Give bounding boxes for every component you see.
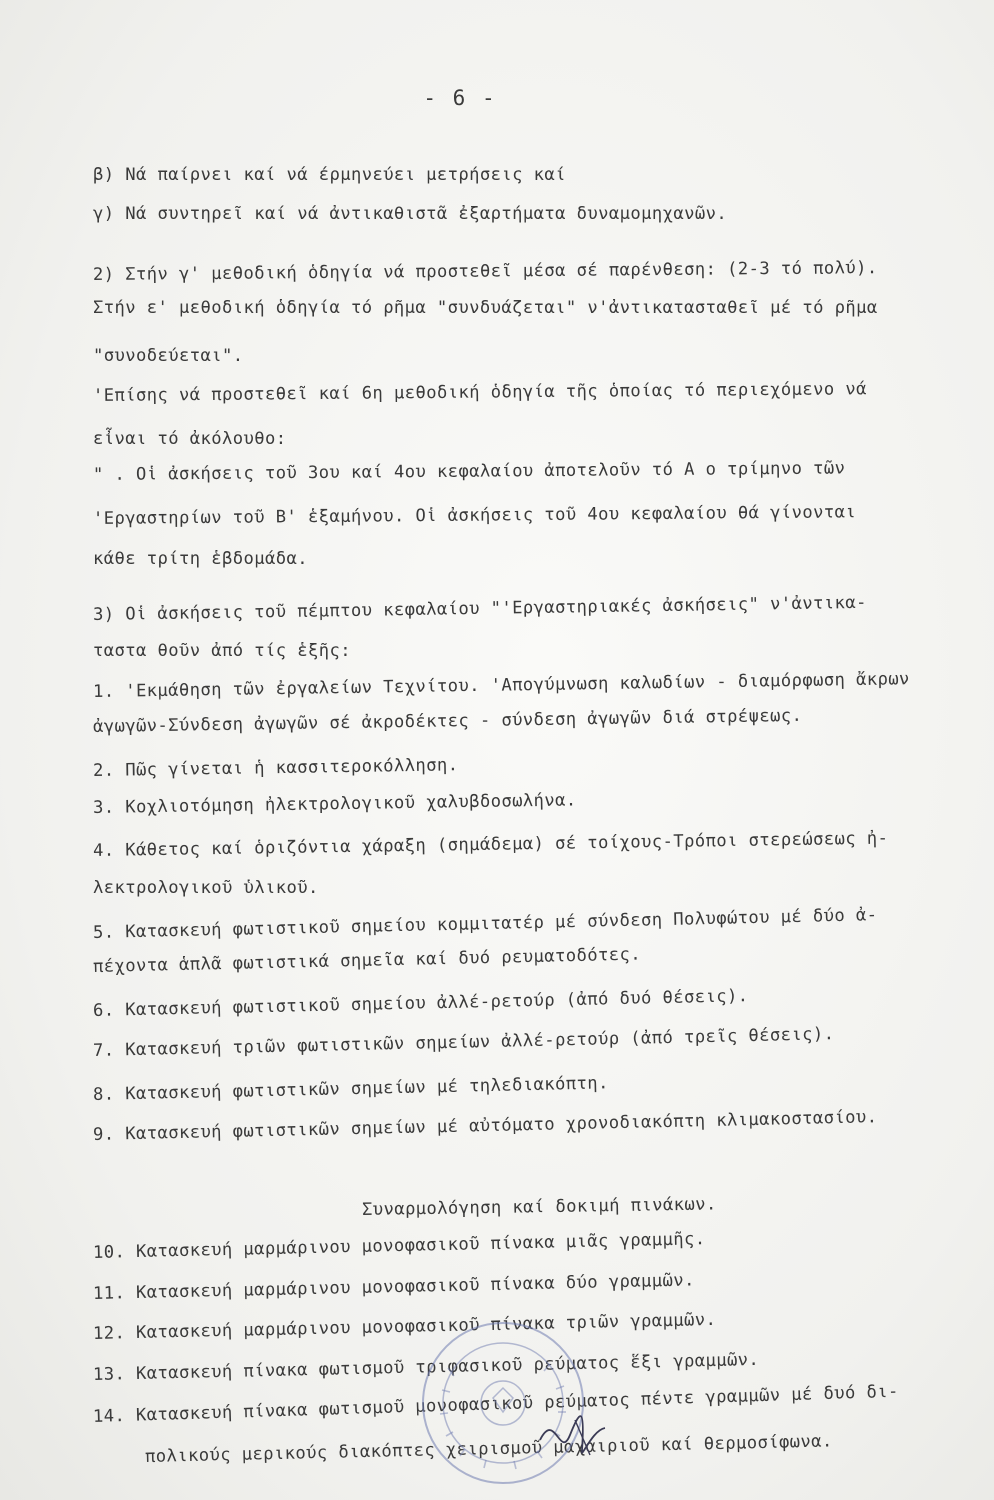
text-line: 8. Κατασκευή φωτιστικῶν σημείων μέ τηλεδιακόπτη. (92, 1073, 610, 1105)
text-line: 1. 'Εκμάθηση τῶν ἐργαλείων Τεχνίτου. 'Απογύμνωση καλωδίων - διαμόρφωση ἄκρων (92, 669, 910, 702)
text-line: λεκτρολογικοῦ ὑλικοῦ. (93, 878, 319, 898)
text-line: 11. Κατασκευή μαρμάρινου μονοφασικοῦ πίνακα δύο γραμμῶν. (92, 1270, 695, 1304)
text-line: 9. Κατασκευή φωτιστικῶν σημείων μέ αὐτόματο χρονοδιακόπτη κλιμακοστασίου. (92, 1107, 878, 1145)
text-line: εἶναι τό ἀκόλουθο: (93, 429, 287, 449)
text-line: "συνοδεύεται". (93, 346, 244, 366)
text-line: 4. Κάθετος καί ὁριζόντια χάραξη (σημάδεμα) σέ τοίχους-Τρόποι στερεώσεως ἠ- (92, 828, 889, 861)
text-line: 3. Κοχλιοτόμηση ἠλεκτρολογικοῦ χαλυβδοσωλήνα. (92, 790, 577, 818)
text-line: 'Επίσης νά προστεθεῖ καί 6η μεθοδική ὁδηγία τῆς ὁποίας τό περιεχόμενο νά (92, 379, 867, 406)
page-number: - 6 - (423, 86, 497, 110)
text-line: 'Εργαστηρίων τοῦ Β' ἑξαμήνου. Οἱ ἀσκήσεις τοῦ 4ου κεφαλαίου θά γίνονται (92, 502, 857, 529)
text-line: γ) Νά συντηρεῖ καί νά ἀντικαθιστᾶ ἐξαρτήματα δυναμομηχανῶν. (93, 204, 728, 224)
text-line: 13. Κατασκευή πίνακα φωτισμοῦ τριφασικοῦ ρεύματος ἕξι γραμμῶν. (92, 1349, 760, 1385)
signature (530, 1400, 620, 1470)
section-heading: Συναρμολόγηση καί δοκιμή πινάκων. (361, 1194, 717, 1220)
text-line: " . Οἱ ἀσκήσεις τοῦ 3ου καί 4ου κεφαλαίου ἀποτελοῦν τό Α ο τρίμηνο τῶν (92, 458, 846, 485)
text-line: κάθε τρίτη ἑβδομάδα. (93, 549, 308, 569)
text-line: ταστα θοῦν ἀπό τίς ἑξῆς: (93, 641, 351, 661)
text-line: 2. Πῶς γίνεται ἡ κασσιτεροκόλληση. (92, 755, 459, 781)
text-line: Στήν ε' μεθοδική ὁδηγία τό ρῆμα "συνδυάζεται" ν'ἀντικατασταθεῖ μέ τό ρῆμα (93, 298, 878, 318)
text-line: 6. Κατασκευή φωτιστικοῦ σημείου ἀλλέ-ρετούρ (ἀπό δυό θέσεις). (92, 986, 749, 1021)
text-line: πολικούς μερικούς διακόπτες χειρισμοῦ μαχαιριοῦ καί θερμοσίφωνα. (144, 1431, 833, 1467)
text-line: 10. Κατασκευή μαρμάρινου μονοφασικοῦ πίνακα μιᾶς γραμμῆς. (92, 1229, 706, 1263)
text-line: πέχοντα ἁπλᾶ φωτιστικά σημεῖα καί δυό ρευματοδότες. (92, 944, 642, 977)
text-line: 7. Κατασκευή τριῶν φωτιστικῶν σημείων ἀλλέ-ρετούρ (ἀπό τρεῖς θέσεις). (92, 1024, 835, 1061)
text-line: 14. Κατασκευή πίνακα φωτισμοῦ μονοφασικοῦ ρεύματος πέντε γραμμῶν μέ δυό δι- (92, 1381, 900, 1427)
text-line: 12. Κατασκευή μαρμάρινου μονοφασικοῦ πίνακα τριῶν γραμμῶν. (92, 1309, 717, 1344)
text-line: 3) Οἱ ἀσκήσεις τοῦ πέμπτου κεφαλαίου "'Εργαστηριακές ἀσκήσεις" ν'ἀντικα- (92, 592, 867, 625)
text-line: 2) Στήν γ' μεθοδική ὁδηγία νά προστεθεῖ μέσα σέ παρένθεση: (2-3 τό πολύ). (92, 258, 878, 285)
text-line: 5. Κατασκευή φωτιστικοῦ σημείου κομμιτατέρ μέ σύνδεση Πολυφώτου μέ δύο ἀ- (92, 905, 878, 943)
text-line: ἀγωγῶν-Σύνδεση ἀγωγῶν σέ ἀκροδέκτες - σύνδεση ἀγωγῶν διά στρέψεως. (92, 705, 803, 737)
text-line: β) Νά παίρνει καί νά έρμηνεύει μετρήσεις καί (93, 165, 566, 185)
